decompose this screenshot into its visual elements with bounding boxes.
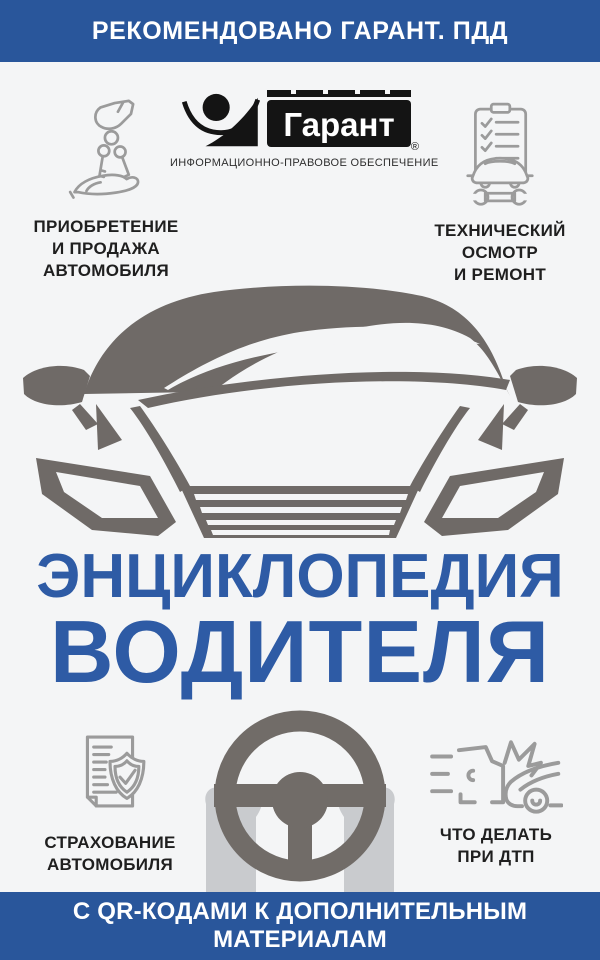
bottom-banner-text: С QR-КОДАМИ К ДОПОЛНИТЕЛЬНЫМ МАТЕРИАЛАМ [72, 898, 528, 953]
car-crash-icon [429, 736, 563, 818]
title-line-1: ЭНЦИКЛОПЕДИЯ [36, 542, 564, 611]
feature-label: ЧТО ДЕЛАТЬ ПРИ ДТП [439, 825, 553, 866]
garant-brand-text: Гарант [282, 106, 395, 143]
bottom-banner [0, 892, 600, 960]
steering-wheel-in-hands [198, 700, 402, 892]
feature-accident [408, 736, 584, 868]
book-title [0, 542, 600, 701]
garant-wordmark [267, 90, 419, 152]
title-line-2: ВОДИТЕЛЯ [49, 602, 551, 701]
feature-inspection-repair [412, 96, 588, 285]
feature-label: СТРАХОВАНИЕ АВТОМОБИЛЯ [44, 833, 176, 874]
feature-label: ПРИОБРЕТЕНИЕ И ПРОДАЖА АВТОМОБИЛЯ [33, 217, 179, 280]
checklist-car-wrench-icon [459, 96, 541, 214]
feature-insurance [24, 732, 196, 876]
car-mirror-right [510, 366, 577, 405]
feature-label: ТЕХНИЧЕСКИЙ ОСМОТР И РЕМОНТ [434, 221, 566, 284]
garant-logo [170, 90, 439, 169]
car-mirror-left [23, 366, 90, 405]
sports-car-silhouette [18, 282, 582, 544]
car-keys-handover-icon [68, 96, 144, 210]
top-banner-text: РЕКОМЕНДОВАНО ГАРАНТ. ПДД [91, 16, 509, 45]
policy-shield-check-icon [64, 732, 156, 826]
registered-trademark: ® [410, 141, 419, 152]
car-headlight-right [424, 458, 564, 536]
garant-logo-row [170, 90, 430, 152]
steering-wheel-icon [214, 721, 386, 878]
feature-purchase-sale [18, 96, 194, 281]
car-headlight-left [36, 458, 176, 536]
garant-tagline: ИНФОРМАЦИОННО-ПРАВОВОЕ ОБЕСПЕЧЕНИЕ [170, 157, 439, 169]
top-banner [0, 0, 600, 62]
